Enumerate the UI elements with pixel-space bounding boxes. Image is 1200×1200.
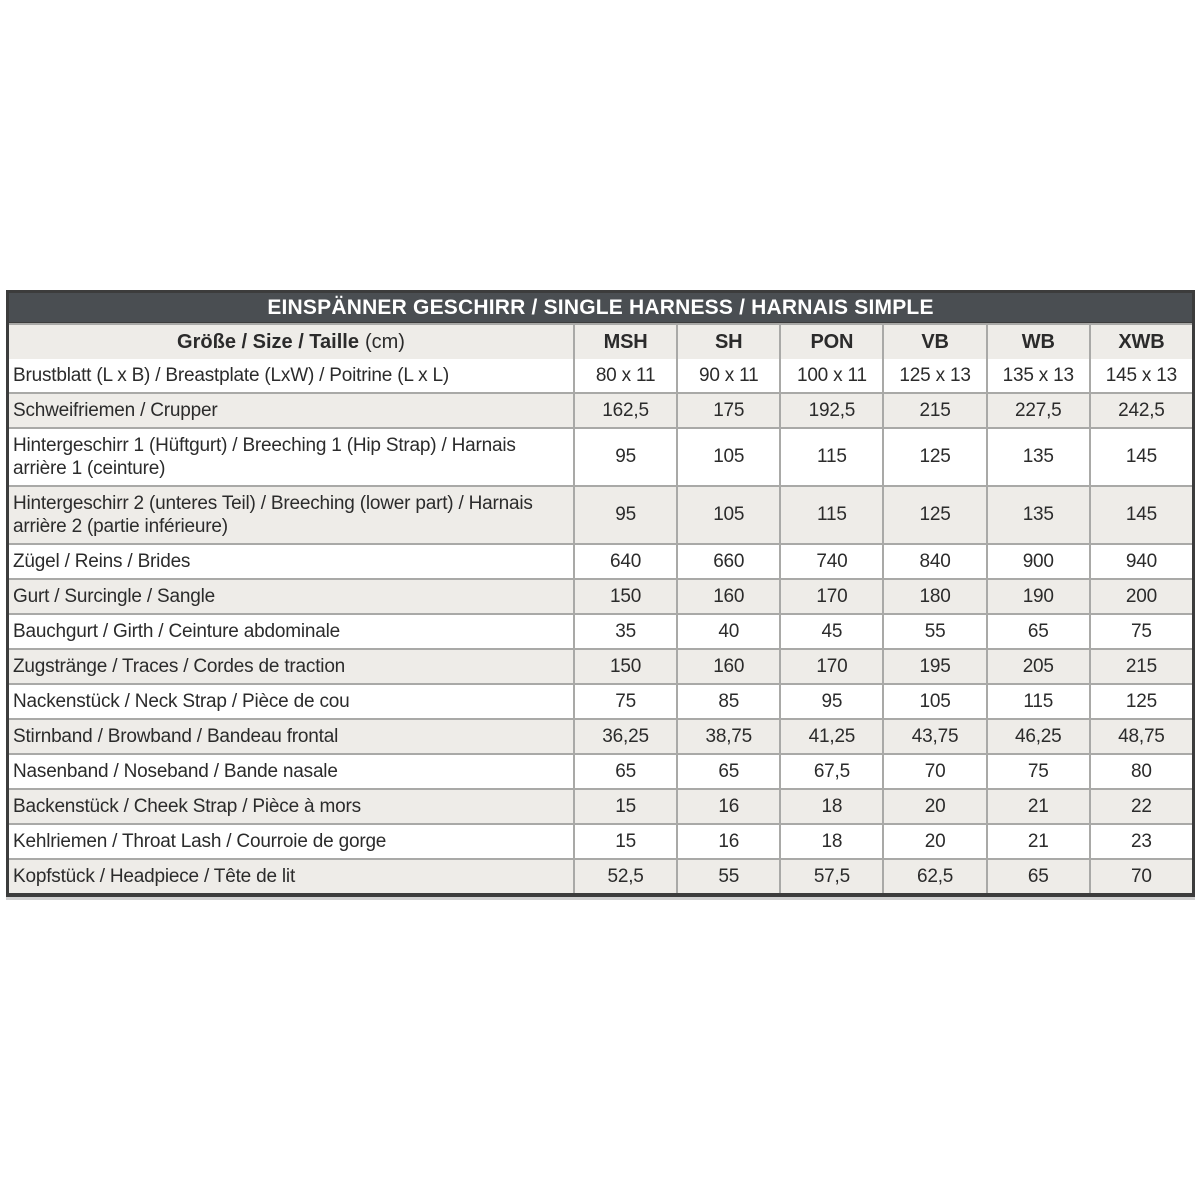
value-cell: 67,5 xyxy=(779,755,882,788)
size-column-header: MSH xyxy=(573,325,676,359)
value-cell: 180 xyxy=(882,580,985,613)
value-cell: 125 xyxy=(882,487,985,543)
value-cell: 160 xyxy=(676,580,779,613)
value-cell: 95 xyxy=(573,429,676,485)
row-label: Gurt / Surcingle / Sangle xyxy=(13,586,215,607)
value-cell: 200 xyxy=(1089,580,1192,613)
table-row xyxy=(9,427,1192,485)
value-cell: 150 xyxy=(573,580,676,613)
table-row xyxy=(9,753,1192,788)
value-cell: 170 xyxy=(779,650,882,683)
value-cell: 45 xyxy=(779,615,882,648)
value-cell: 36,25 xyxy=(573,720,676,753)
value-cell: 160 xyxy=(676,650,779,683)
value-cell: 70 xyxy=(1089,860,1192,893)
value-cell: 55 xyxy=(676,860,779,893)
value-cell: 215 xyxy=(1089,650,1192,683)
header-label-unit: (cm) xyxy=(364,330,405,353)
value-cell: 215 xyxy=(882,394,985,427)
value-cell: 175 xyxy=(676,394,779,427)
table-row xyxy=(9,613,1192,648)
table-row xyxy=(9,543,1192,578)
value-cell: 65 xyxy=(986,860,1089,893)
value-cell: 70 xyxy=(882,755,985,788)
header-label-main: Größe / Size / Taille xyxy=(177,330,359,353)
value-cell: 190 xyxy=(986,580,1089,613)
value-cell: 115 xyxy=(779,487,882,543)
table-row xyxy=(9,788,1192,823)
value-cell: 18 xyxy=(779,790,882,823)
value-cell: 125 x 13 xyxy=(882,359,985,392)
table-row xyxy=(9,823,1192,858)
value-cell: 135 x 13 xyxy=(986,359,1089,392)
table-row xyxy=(9,485,1192,543)
value-cell: 75 xyxy=(1089,615,1192,648)
value-cell: 16 xyxy=(676,790,779,823)
value-cell: 145 xyxy=(1089,429,1192,485)
header-label-cell xyxy=(9,325,573,359)
value-cell: 85 xyxy=(676,685,779,718)
value-cell: 115 xyxy=(986,685,1089,718)
value-cell: 62,5 xyxy=(882,860,985,893)
size-column-header: PON xyxy=(779,325,882,359)
value-cell: 660 xyxy=(676,545,779,578)
value-cell: 21 xyxy=(986,825,1089,858)
value-cell: 205 xyxy=(986,650,1089,683)
value-cell: 125 xyxy=(882,429,985,485)
value-cell: 41,25 xyxy=(779,720,882,753)
table-row xyxy=(9,718,1192,753)
value-cell: 192,5 xyxy=(779,394,882,427)
value-cell: 65 xyxy=(573,755,676,788)
value-cell: 115 xyxy=(779,429,882,485)
table-header-row xyxy=(9,323,1192,359)
value-cell: 105 xyxy=(676,429,779,485)
size-column-header: VB xyxy=(882,325,985,359)
value-cell: 940 xyxy=(1089,545,1192,578)
value-cell: 20 xyxy=(882,825,985,858)
value-cell: 46,25 xyxy=(986,720,1089,753)
row-label: Backenstück / Cheek Strap / Pièce à mors xyxy=(13,796,361,817)
value-cell: 90 x 11 xyxy=(676,359,779,392)
row-label: Bauchgurt / Girth / Ceinture abdominale xyxy=(13,621,340,642)
row-label: Hintergeschirr 2 (unteres Teil) / Breeching (lower part) / Harnais arrière 2 (partie inférieure) xyxy=(13,493,533,537)
table-body xyxy=(9,359,1192,893)
value-cell: 20 xyxy=(882,790,985,823)
value-cell: 80 xyxy=(1089,755,1192,788)
value-cell: 23 xyxy=(1089,825,1192,858)
row-label: Nasenband / Noseband / Bande nasale xyxy=(13,761,338,782)
table-row xyxy=(9,359,1192,392)
value-cell: 100 x 11 xyxy=(779,359,882,392)
value-cell: 40 xyxy=(676,615,779,648)
value-cell: 105 xyxy=(882,685,985,718)
value-cell: 170 xyxy=(779,580,882,613)
value-cell: 65 xyxy=(676,755,779,788)
value-cell: 740 xyxy=(779,545,882,578)
value-cell: 95 xyxy=(573,487,676,543)
value-cell: 162,5 xyxy=(573,394,676,427)
value-cell: 52,5 xyxy=(573,860,676,893)
value-cell: 135 xyxy=(986,487,1089,543)
row-label: Stirnband / Browband / Bandeau frontal xyxy=(13,726,339,747)
value-cell: 242,5 xyxy=(1089,394,1192,427)
value-cell: 640 xyxy=(573,545,676,578)
value-cell: 227,5 xyxy=(986,394,1089,427)
table-row xyxy=(9,392,1192,427)
table-row xyxy=(9,578,1192,613)
value-cell: 43,75 xyxy=(882,720,985,753)
value-cell: 75 xyxy=(986,755,1089,788)
value-cell: 105 xyxy=(676,487,779,543)
table-title: EINSPÄNNER GESCHIRR / SINGLE HARNESS / HARNAIS SIMPLE xyxy=(9,293,1192,323)
value-cell: 840 xyxy=(882,545,985,578)
size-column-header: XWB xyxy=(1089,325,1192,359)
row-label: Nackenstück / Neck Strap / Pièce de cou xyxy=(13,691,350,712)
row-label: Schweifriemen / Crupper xyxy=(13,400,218,421)
row-label: Zugstränge / Traces / Cordes de traction xyxy=(13,656,346,677)
value-cell: 55 xyxy=(882,615,985,648)
row-label: Hintergeschirr 1 (Hüftgurt) / Breeching 1 (Hip Strap) / Harnais arrière 1 (ceinture) xyxy=(13,435,516,479)
value-cell: 35 xyxy=(573,615,676,648)
value-cell: 900 xyxy=(986,545,1089,578)
table-row xyxy=(9,858,1192,893)
size-table xyxy=(6,290,1195,897)
value-cell: 80 x 11 xyxy=(573,359,676,392)
value-cell: 65 xyxy=(986,615,1089,648)
table-row xyxy=(9,648,1192,683)
value-cell: 95 xyxy=(779,685,882,718)
row-label: Kehlriemen / Throat Lash / Courroie de gorge xyxy=(13,831,387,852)
size-column-header: WB xyxy=(986,325,1089,359)
value-cell: 48,75 xyxy=(1089,720,1192,753)
row-label: Brustblatt (L x B) / Breastplate (LxW) / Poitrine (L x L) xyxy=(13,365,449,386)
table-row xyxy=(9,683,1192,718)
value-cell: 125 xyxy=(1089,685,1192,718)
row-label: Zügel / Reins / Brides xyxy=(13,551,191,572)
value-cell: 22 xyxy=(1089,790,1192,823)
value-cell: 195 xyxy=(882,650,985,683)
value-cell: 150 xyxy=(573,650,676,683)
value-cell: 135 xyxy=(986,429,1089,485)
value-cell: 18 xyxy=(779,825,882,858)
value-cell: 145 x 13 xyxy=(1089,359,1192,392)
row-label: Kopfstück / Headpiece / Tête de lit xyxy=(13,866,296,887)
size-column-header: SH xyxy=(676,325,779,359)
value-cell: 38,75 xyxy=(676,720,779,753)
value-cell: 21 xyxy=(986,790,1089,823)
value-cell: 75 xyxy=(573,685,676,718)
value-cell: 15 xyxy=(573,790,676,823)
value-cell: 15 xyxy=(573,825,676,858)
value-cell: 16 xyxy=(676,825,779,858)
value-cell: 145 xyxy=(1089,487,1192,543)
value-cell: 57,5 xyxy=(779,860,882,893)
